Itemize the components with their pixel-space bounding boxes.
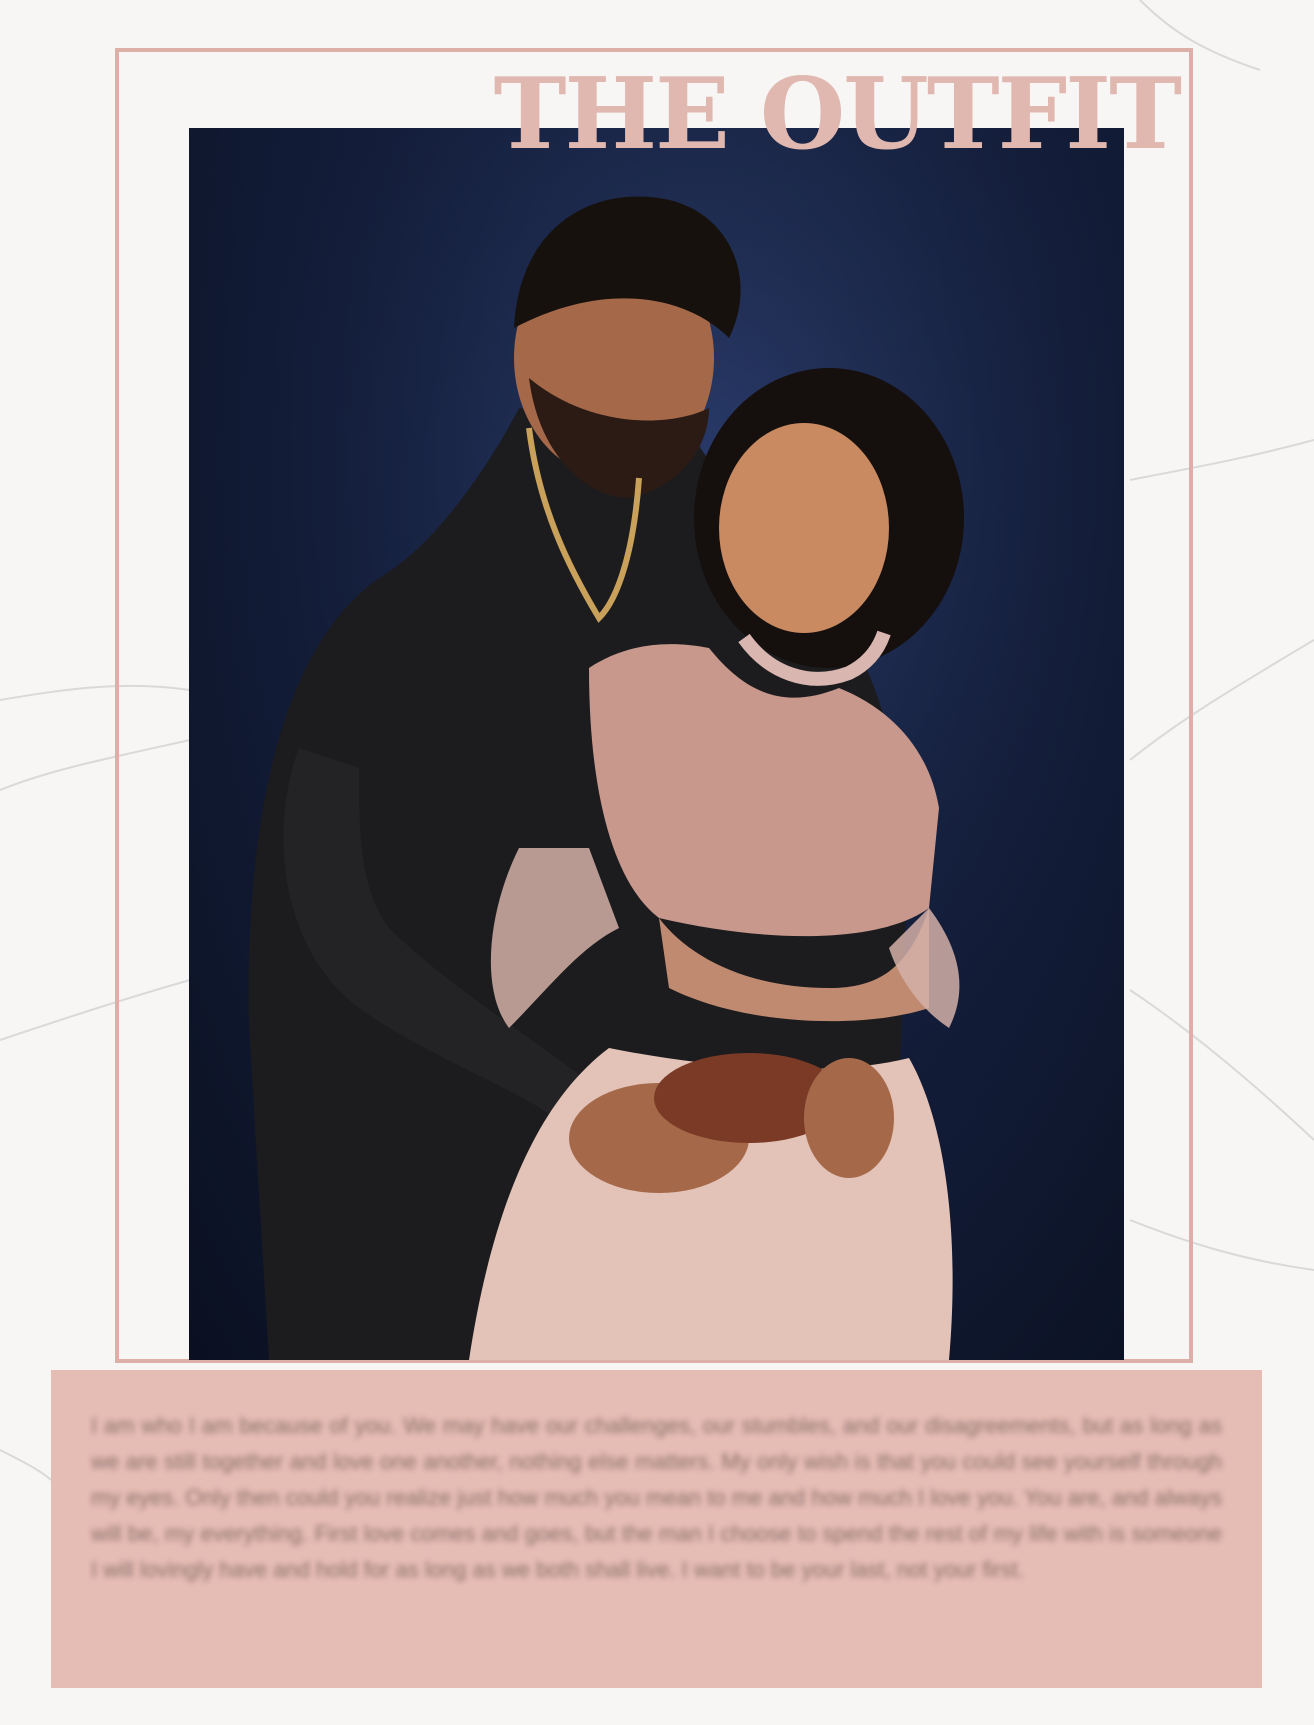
caption-box <box>51 1370 1262 1688</box>
page-title: THE OUTFIT <box>493 57 1180 172</box>
couple-photo <box>189 128 1124 1360</box>
caption-text: I am who I am because of you. We may have our challenges, our stumbles, and our disagreements, but as long as we are still together and love one another, nothing else matters. My only wish is that you could see yourself through my eyes. Only then could you realize just how much you mean to me and how much I love you. You are, and always will be, my everything. First love comes and goes, but the man I choose to spend the rest of my life with is someone I will lovingly have and hold for as long as we both shall live. I want to be your last, not your first. <box>91 1413 1222 1582</box>
couple-illustration <box>189 128 1124 1360</box>
